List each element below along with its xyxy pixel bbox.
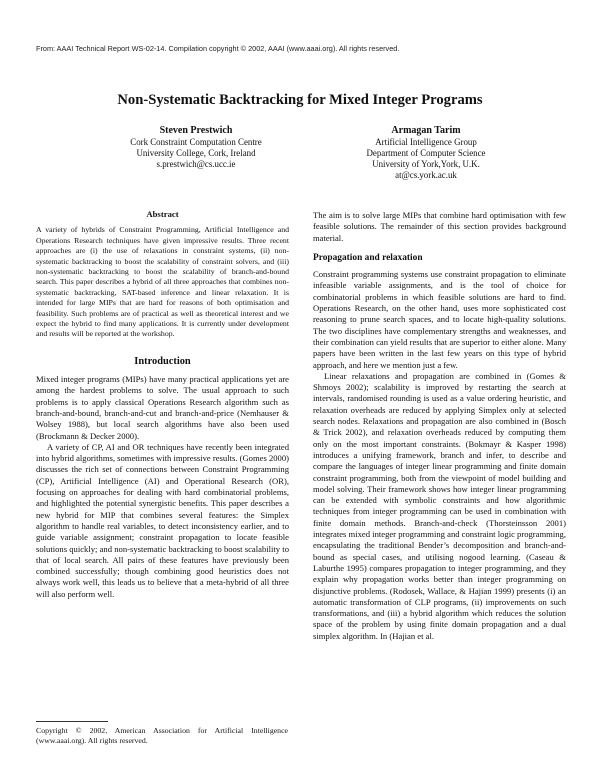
propagation-heading: Propagation and relaxation <box>313 252 423 263</box>
author-affiliation: University College, Cork, Ireland <box>136 148 256 158</box>
copyright-footnote: Copyright © 2002, American Association for Artificial Intelligence (www.aaai.org). All rights reserved. <box>36 726 288 745</box>
author-name: Armagan Tarim <box>391 125 461 136</box>
left-column <box>36 209 289 600</box>
paper-title: Non-Systematic Backtracking for Mixed Integer Programs <box>117 92 483 108</box>
author-affiliation: University of York,York, U.K. <box>372 159 480 169</box>
propagation-paragraph: Constraint programming systems use constraint propagation to eliminate infeasible variable assignments, and is the tool of choice for combinatorial problems in which feasible solutions are hard to find. Operations Research, on the other hand, uses more sophisticated cost reasoning to prune search spaces, and to locate high-quality solutions. The two disciplines have complementary strengths and weaknesses, and their combination can yield results that are superior to either alone. Many papers have been written in the last few years on this type of hybrid approach, and here we mention just a few. <box>313 269 566 370</box>
author-name: Steven Prestwich <box>159 125 233 136</box>
introduction-heading: Introduction <box>134 355 191 367</box>
author-affiliation: Cork Constraint Computation Centre <box>130 137 262 147</box>
author-email: s.prestwich@cs.ucc.ie <box>156 159 236 169</box>
author-email: at@cs.york.ac.uk <box>395 170 457 180</box>
footnote-rule <box>36 721 108 722</box>
author-block-2 <box>320 124 532 181</box>
propagation-paragraph: Linear relaxations and propagation are combined in (Gomes & Shmoys 2002); scalability is improved by restarting the search at intervals, randomised rounding is used as a value ordering heuristic, and relaxation overheads are reduced by applying Simplex only at selected search nodes. Relaxations and propagation are also combined in (Bosch & Trick 2002), and relaxation overheads reduced by computing them only on the most important constraints. (Bokmayr & Kasper 1998) introduces a unifying framework, branch and infer, to describe and compare the languages of integer linear programming and finite domain constraint programming, both from the viewpoint of model building and model solving. Their framework shows how integer linear programming can be extended with symbolic constraints and how algorithmic techniques from integer programming can be used in combination with finite domain methods. Branch-and-check (Thorsteinsson 2001) integrates mixed integer programming and constraint logic programming, encapsulating the traditional Bender’s decomposition and branch-and-bound as special cases, and utilising nogood learning. (Caseau & Laburthe 1995) compares propagation to integer programming, and they explain why propagation works better than integer programming on disjunctive problems. (Rodosek, Wallace, & Hajian 1999) presents (i) an automatic transformation of CLP programs, (ii) improvements on such transformations, and (iii) a hybrid algorithm which reduces the solution space of the problem by using finite domain propagation and a dual simplex algorithm. In (Hajian et al. <box>313 370 566 641</box>
introduction-paragraph: Mixed integer programs (MIPs) have many practical applications yet are among the hardest problems to solve. The usual approach to such problems is to apply classical Operations Research algorithm such as branch-and-bound, branch-and-cut and branch-and-price (Nemhauser & Wolsey 1988), but local search algorithms have also been used (Brockmann & Decker 2000). <box>36 374 289 441</box>
abstract-heading: Abstract <box>146 209 179 219</box>
header-note: From: AAAI Technical Report WS-02-14. Compilation copyright © 2002, AAAI (www.aaai.org). All rights reserved. <box>36 44 400 53</box>
abstract-text: A variety of hybrids of Constraint Programming, Artificial Intelligence and Operations Research techniques have given impressive results. Three recent approaches are (i) the use of relaxations in constraint systems, (ii) non-systematic backtracking to boost the scalability of constraint solvers, and (iii) non-systematic backtracking to boost the scalability of branch-and-bound search. This paper describes a hybrid of all three approaches that combines non-systematic backtracking, SAT-based inference and linear relaxation. It is intended for large MIPs that are hard for reasons of both optimisation and feasibility. Such problems are of practical as well as theoretical interest and we expect the hybrid to find many applications. It is currently under development and results will be reported at the workshop. <box>36 225 289 339</box>
introduction-paragraph: A variety of CP, AI and OR techniques have recently been integrated into hybrid algorithms, sometimes with impressive results. (Gomes 2000) discusses the rich set of connections between Constraint Programming (CP), Artificial Intelligence (AI) and Operational Research (OR), focusing on approaches for dealing with hard combinatorial problems, and highlighted the potential synergistic benefits. This paper describes a new hybrid for MIP that combines several features: the Simplex algorithm to handle real variables, to detect inconsistency earlier, and to guide variable assignment; constraint propagation to locate feasible solutions quickly; and non-systematic backtracking to boost scalability to that of local search. All pairs of these features have previously been combined successfully; though combining good heuristics does not always work well, this leads us to believe that a meta-hybrid of all three will also perform well. <box>36 441 290 599</box>
section-intro-paragraph: The aim is to solve large MIPs that combine hard optimisation with few feasible solutions. The remainder of this section provides background material. <box>313 210 566 243</box>
author-affiliation: Artificial Intelligence Group <box>375 137 477 147</box>
right-column <box>313 210 566 642</box>
author-affiliation: Department of Computer Science <box>366 148 486 158</box>
author-block-1 <box>86 124 306 170</box>
